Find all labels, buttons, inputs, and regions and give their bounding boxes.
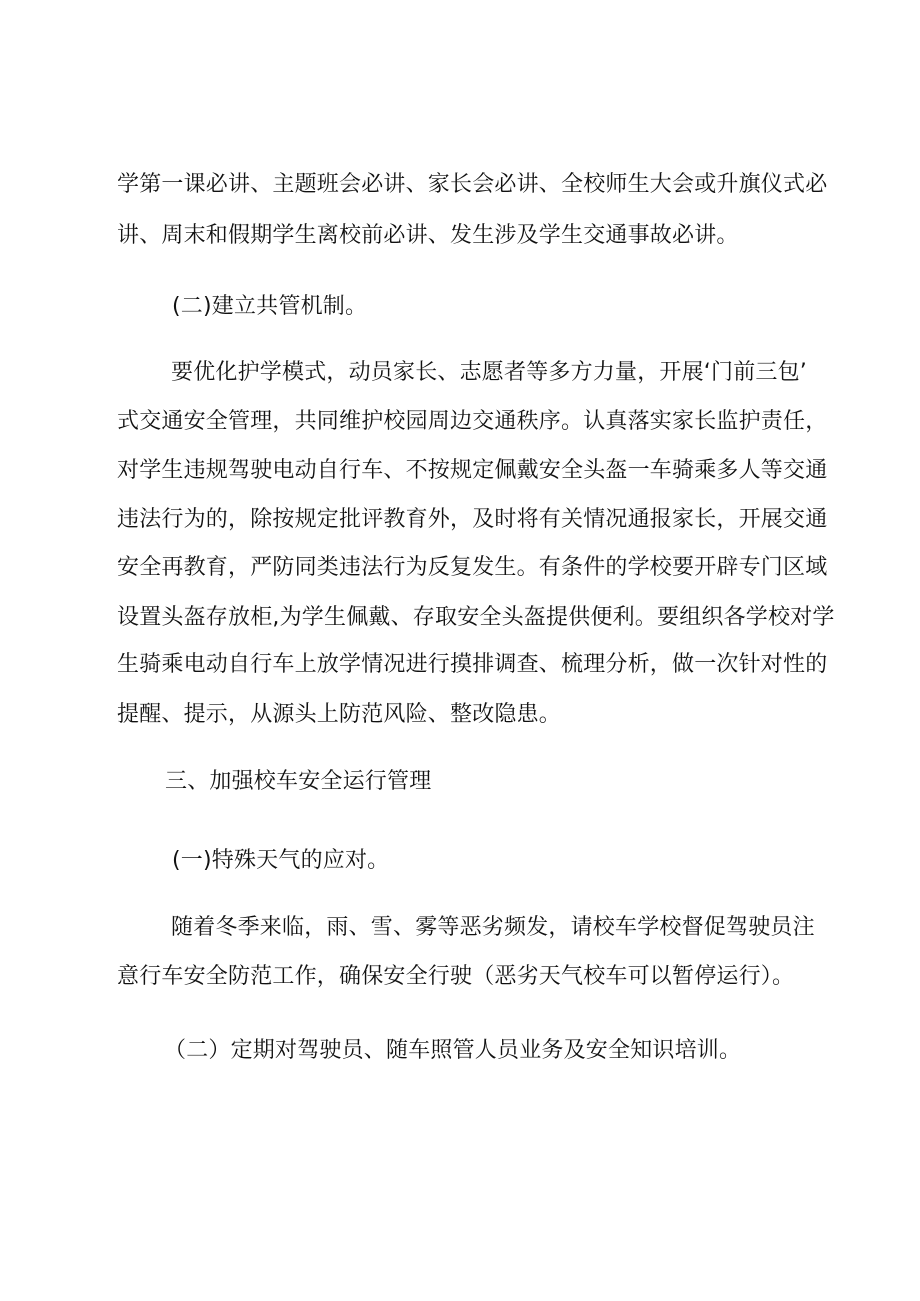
paragraph-line: 安全再教育，严防同类违法行为反复发生。有条件的学校要开辟专门区域 [117, 555, 828, 580]
paragraph-line: 学第一课必讲、主题班会必讲、家长会必讲、全校师生大会或升旗仪式必 [117, 172, 828, 197]
paragraph-line: 提醒、提示，从源头上防范风险、整改隐患。 [117, 702, 562, 727]
paragraph-line: 设置头盔存放柜,为学生佩戴、存取安全头盔提供便利。要组织各学校对学 [117, 605, 835, 630]
chapter-heading: 三、加强校车安全运行管理 [165, 769, 432, 794]
section-heading: （二）定期对驾驶员、随车照管人员业务及安全知识培训。 [164, 1038, 742, 1063]
paragraph-line: 讲、周末和假期学生离校前必讲、发生涉及学生交通事故必讲。 [117, 223, 739, 248]
paragraph-line: 式交通安全管理，共同维护校园周边交通秩序。认真落实家长监护责任， [117, 409, 828, 434]
paragraph-line: 随着冬季来临，雨、雪、雾等恶劣频发，请校车学校督促驾驶员注 [171, 915, 815, 940]
paragraph-line: 生骑乘电动自行车上放学情况进行摸排调查、梳理分析，做一次针对性的 [117, 652, 828, 677]
paragraph-line: 意行车安全防范工作，确保安全行驶（恶劣天气校车可以暂停运行）。 [117, 964, 795, 989]
paragraph-line: 对学生违规驾驶电动自行车、不按规定佩戴安全头盔一车骑乘多人等交通 [117, 458, 828, 483]
section-heading: (一)特殊天气的应对。 [172, 848, 390, 873]
paragraph-line: 要优化护学模式，动员家长、志愿者等多方力量，开展‘门前三包’ [171, 360, 807, 385]
paragraph-line: 违法行为的，除按规定批评教育外，及时将有关情况通报家长，开展交通 [117, 507, 828, 532]
section-heading: (二)建立共管机制。 [172, 294, 368, 319]
